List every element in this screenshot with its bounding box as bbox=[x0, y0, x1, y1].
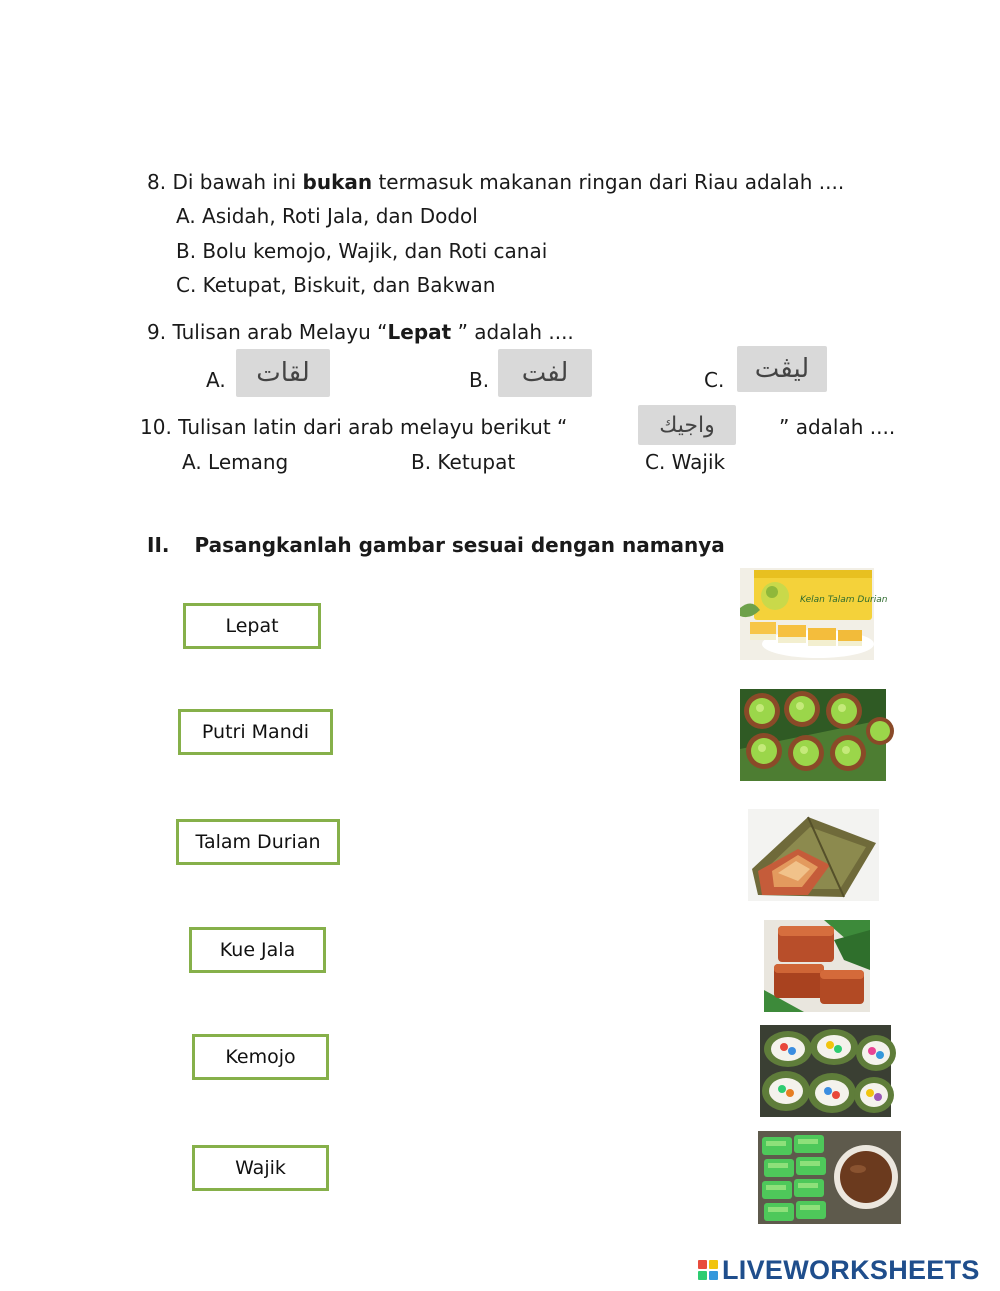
q10-option-b[interactable]: B. Ketupat bbox=[411, 450, 516, 474]
q9-option-a-label[interactable]: A. bbox=[206, 368, 226, 392]
q9-stem: 9. Tulisan arab Melayu “Lepat ” adalah .... bbox=[147, 320, 574, 344]
food-image-kue-jala[interactable] bbox=[758, 1131, 901, 1224]
section-2-heading: II. Pasangkanlah gambar sesuai dengan namanya bbox=[147, 533, 725, 557]
name-box-lepat[interactable]: Lepat bbox=[183, 603, 321, 649]
name-box-kemojo[interactable]: Kemojo bbox=[192, 1034, 329, 1080]
liveworksheets-logo-icon bbox=[698, 1260, 718, 1280]
liveworksheets-logo: LIVEWORKSHEETS bbox=[698, 1254, 980, 1286]
q10-stem: 10. Tulisan latin dari arab melayu berikut “ bbox=[140, 415, 568, 439]
q9-option-c-label[interactable]: C. bbox=[704, 368, 725, 392]
name-box-talam-durian[interactable]: Talam Durian bbox=[176, 819, 340, 865]
food-image-talam-durian[interactable] bbox=[740, 568, 888, 660]
q10-option-c[interactable]: C. Wajik bbox=[645, 450, 726, 474]
name-box-wajik[interactable]: Wajik bbox=[192, 1145, 329, 1191]
food-image-putri-mandi[interactable] bbox=[740, 689, 886, 781]
q8-option-b[interactable]: B. Bolu kemojo, Wajik, dan Roti canai bbox=[176, 239, 548, 263]
name-box-kue-jala[interactable]: Kue Jala bbox=[189, 927, 326, 973]
q10-arabic-word: واجيك bbox=[638, 405, 736, 445]
q8-option-a[interactable]: A. Asidah, Roti Jala, dan Dodol bbox=[176, 204, 478, 228]
q8-stem: 8. Di bawah ini bukan termasuk makanan ringan dari Riau adalah .... bbox=[147, 170, 845, 194]
q9-option-b-label[interactable]: B. bbox=[469, 368, 490, 392]
name-box-putri-mandi[interactable]: Putri Mandi bbox=[178, 709, 333, 755]
food-image-kemojo[interactable] bbox=[760, 1025, 891, 1117]
q9-option-b-arabic[interactable]: لفت bbox=[498, 349, 592, 397]
q9-option-c-arabic[interactable]: ليڤت bbox=[737, 346, 827, 392]
food-image-lepat[interactable] bbox=[748, 809, 879, 901]
q10-suffix: ” adalah .... bbox=[779, 415, 896, 439]
q10-option-a[interactable]: A. Lemang bbox=[182, 450, 289, 474]
q9-option-a-arabic[interactable]: لقات bbox=[236, 349, 330, 397]
q8-option-c[interactable]: C. Ketupat, Biskuit, dan Bakwan bbox=[176, 273, 496, 297]
food-image-wajik[interactable] bbox=[764, 920, 870, 1012]
svg-text:Kelan Talam Durian: Kelan Talam Durian bbox=[800, 595, 888, 605]
